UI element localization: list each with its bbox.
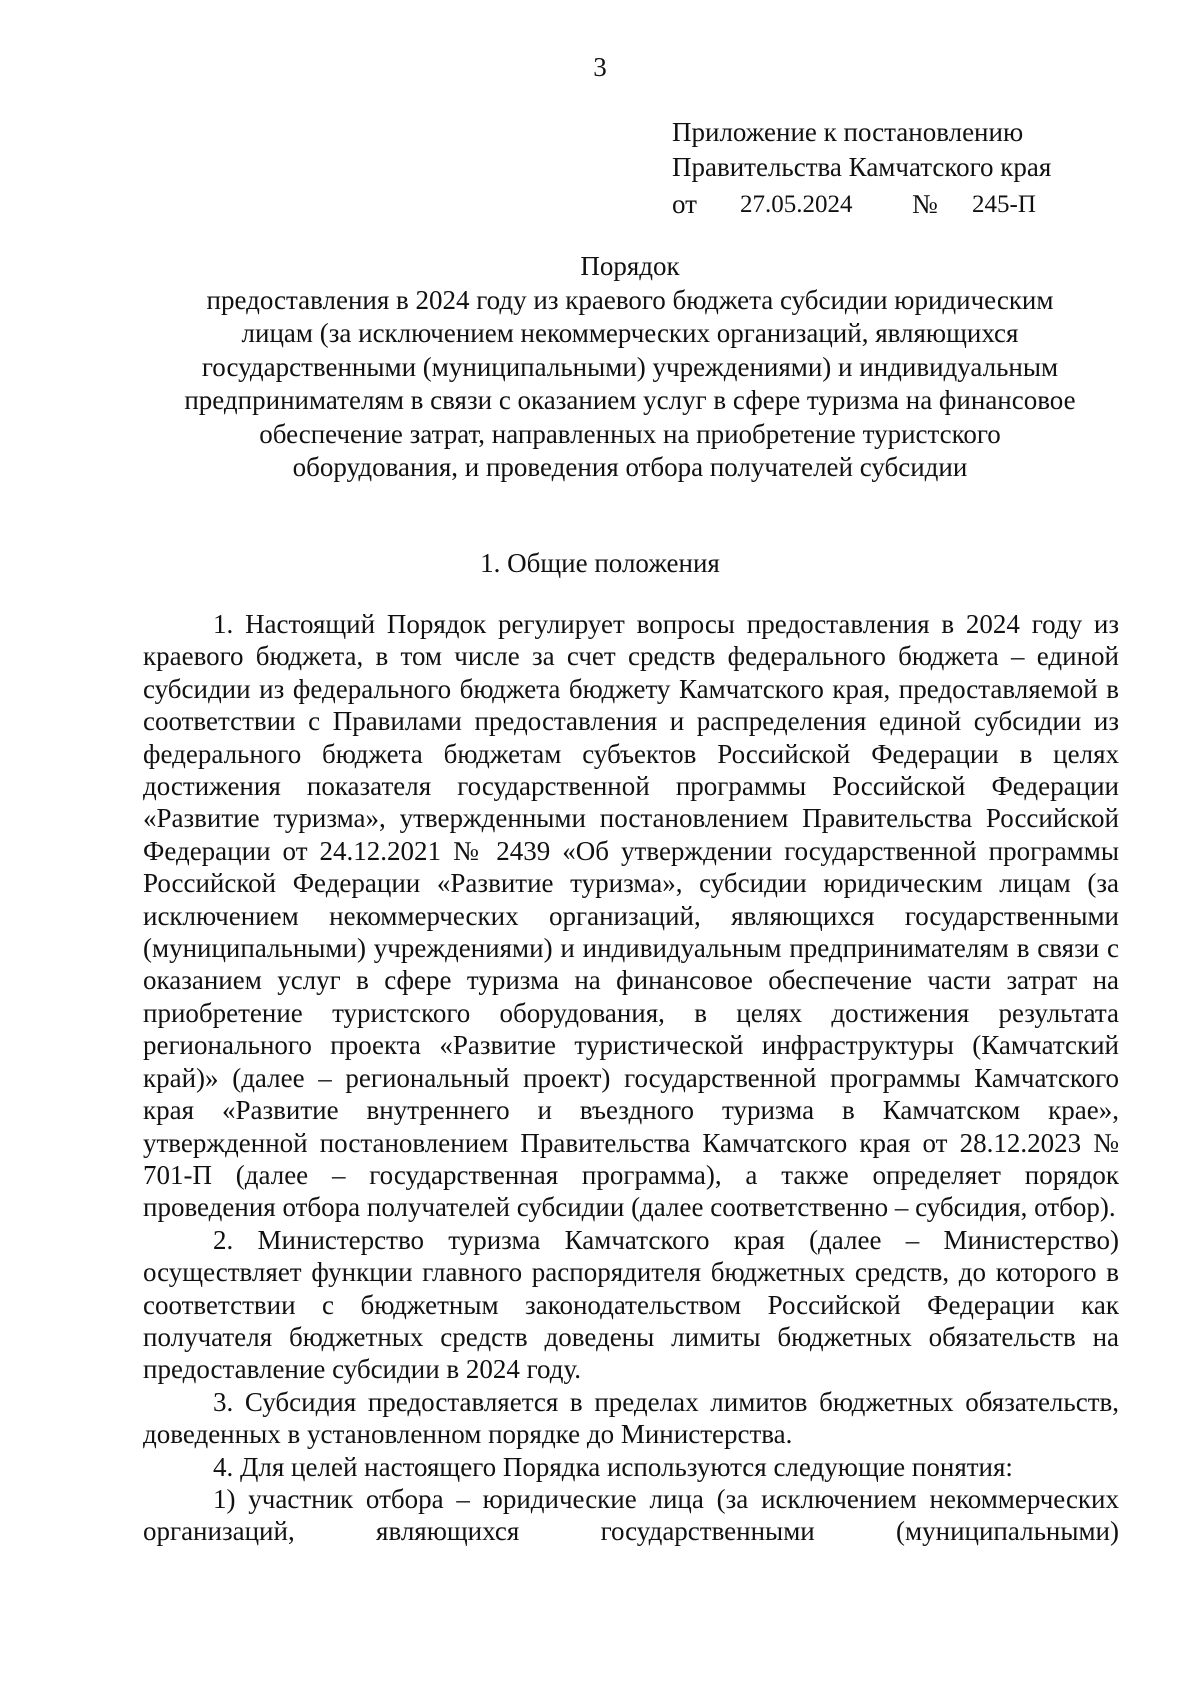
section-heading: 1. Общие положения	[480, 548, 720, 578]
title-line: обеспечение затрат, направленных на приобретение туристского	[259, 418, 1001, 449]
title-line: государственными (муниципальными) учреждениями) и индивидуальным	[201, 351, 1059, 382]
decree-date: 27.05.2024	[740, 191, 853, 218]
title-line: предпринимателям в связи с оказанием услуг в сфере туризма на финансовое	[184, 385, 1076, 415]
paragraph-5: 1) участник отбора – юридические лица (за исключением некоммерческих организаций, являющихся государственными (муниципальными)	[143, 1483, 1119, 1547]
title-line: предоставления в 2024 году из краевого бюджета субсидии юридическим	[206, 284, 1054, 315]
paragraph-4: 4. Для целей настоящего Порядка используются следующие понятия:	[213, 1451, 1013, 1482]
decree-number: 245-П	[972, 191, 1036, 218]
title-line: Порядок	[580, 251, 680, 281]
appendix-date-row	[672, 187, 1142, 225]
paragraph-1: 1. Настоящий Порядок регулирует вопросы предоставления в 2024 году из краевого бюджета, в том числе за счет средств федерального бюджета – единой субсидии из федерального бюджета бюджету Камчатского края, предоставляемой в соответствии с Правилами предоставления и распределения единой субсидии из федерального бюджета бюджетам субъектов Российской Федерации в целях достижения показателя государственной программы Российской Федерации «Развитие туризма», утвержденными постановлением Правительства Российской Федерации от 24.12.2021 № 2439 «Об утверждении государственной программы Российской Федерации «Развитие туризма», субсидии юридическим лицам (за исключением некоммерческих организаций, являющихся государственными (муниципальными) учреждениями) и индивидуальным предпринимателям в связи с оказанием услуг в сфере туризма на финансовое обеспечение части затрат на приобретение туристского оборудования, в целях достижения результата регионального проекта «Развитие туристической инфраструктуры (Камчатский край)» (далее – региональный проект) государственной программы Камчатского края «Развитие внутреннего и въездного туризма в Камчатском крае», утвержденной постановлением Правительства Камчатского края от 28.12.2023 № 701-П (далее – государственная программа), а также определяет порядок проведения отбора получателей субсидии (далее соответственно – субсидия, отбор).	[143, 609, 1119, 1223]
title-line: оборудования, и проведения отбора получателей субсидии	[292, 452, 968, 482]
document-title	[140, 250, 1120, 485]
appendix-line-1: Приложение к постановлению	[672, 117, 1024, 147]
paragraph-2: 2. Министерство туризма Камчатского края (далее – Министерство) осуществляет функции главного распорядителя бюджетных средств, до которого в соответствии с бюджетным законодательством Российской Федерации как получателя бюджетных средств доведены лимиты бюджетных обязательств на предоставление субсидии в 2024 году.	[143, 1224, 1119, 1385]
number-sign: №	[912, 189, 938, 219]
paragraph-3: 3. Субсидия предоставляется в пределах лимитов бюджетных обязательств, доведенных в установленном порядке до Министерства.	[143, 1386, 1119, 1450]
document-body	[143, 608, 1119, 1548]
appendix-header	[672, 115, 1142, 225]
title-line: лицам (за исключением некоммерческих организаций, являющихся	[241, 318, 1019, 348]
date-prefix: от	[672, 189, 697, 219]
page-number: 3	[593, 52, 607, 82]
appendix-line-2: Правительства Камчатского края	[672, 152, 1052, 182]
